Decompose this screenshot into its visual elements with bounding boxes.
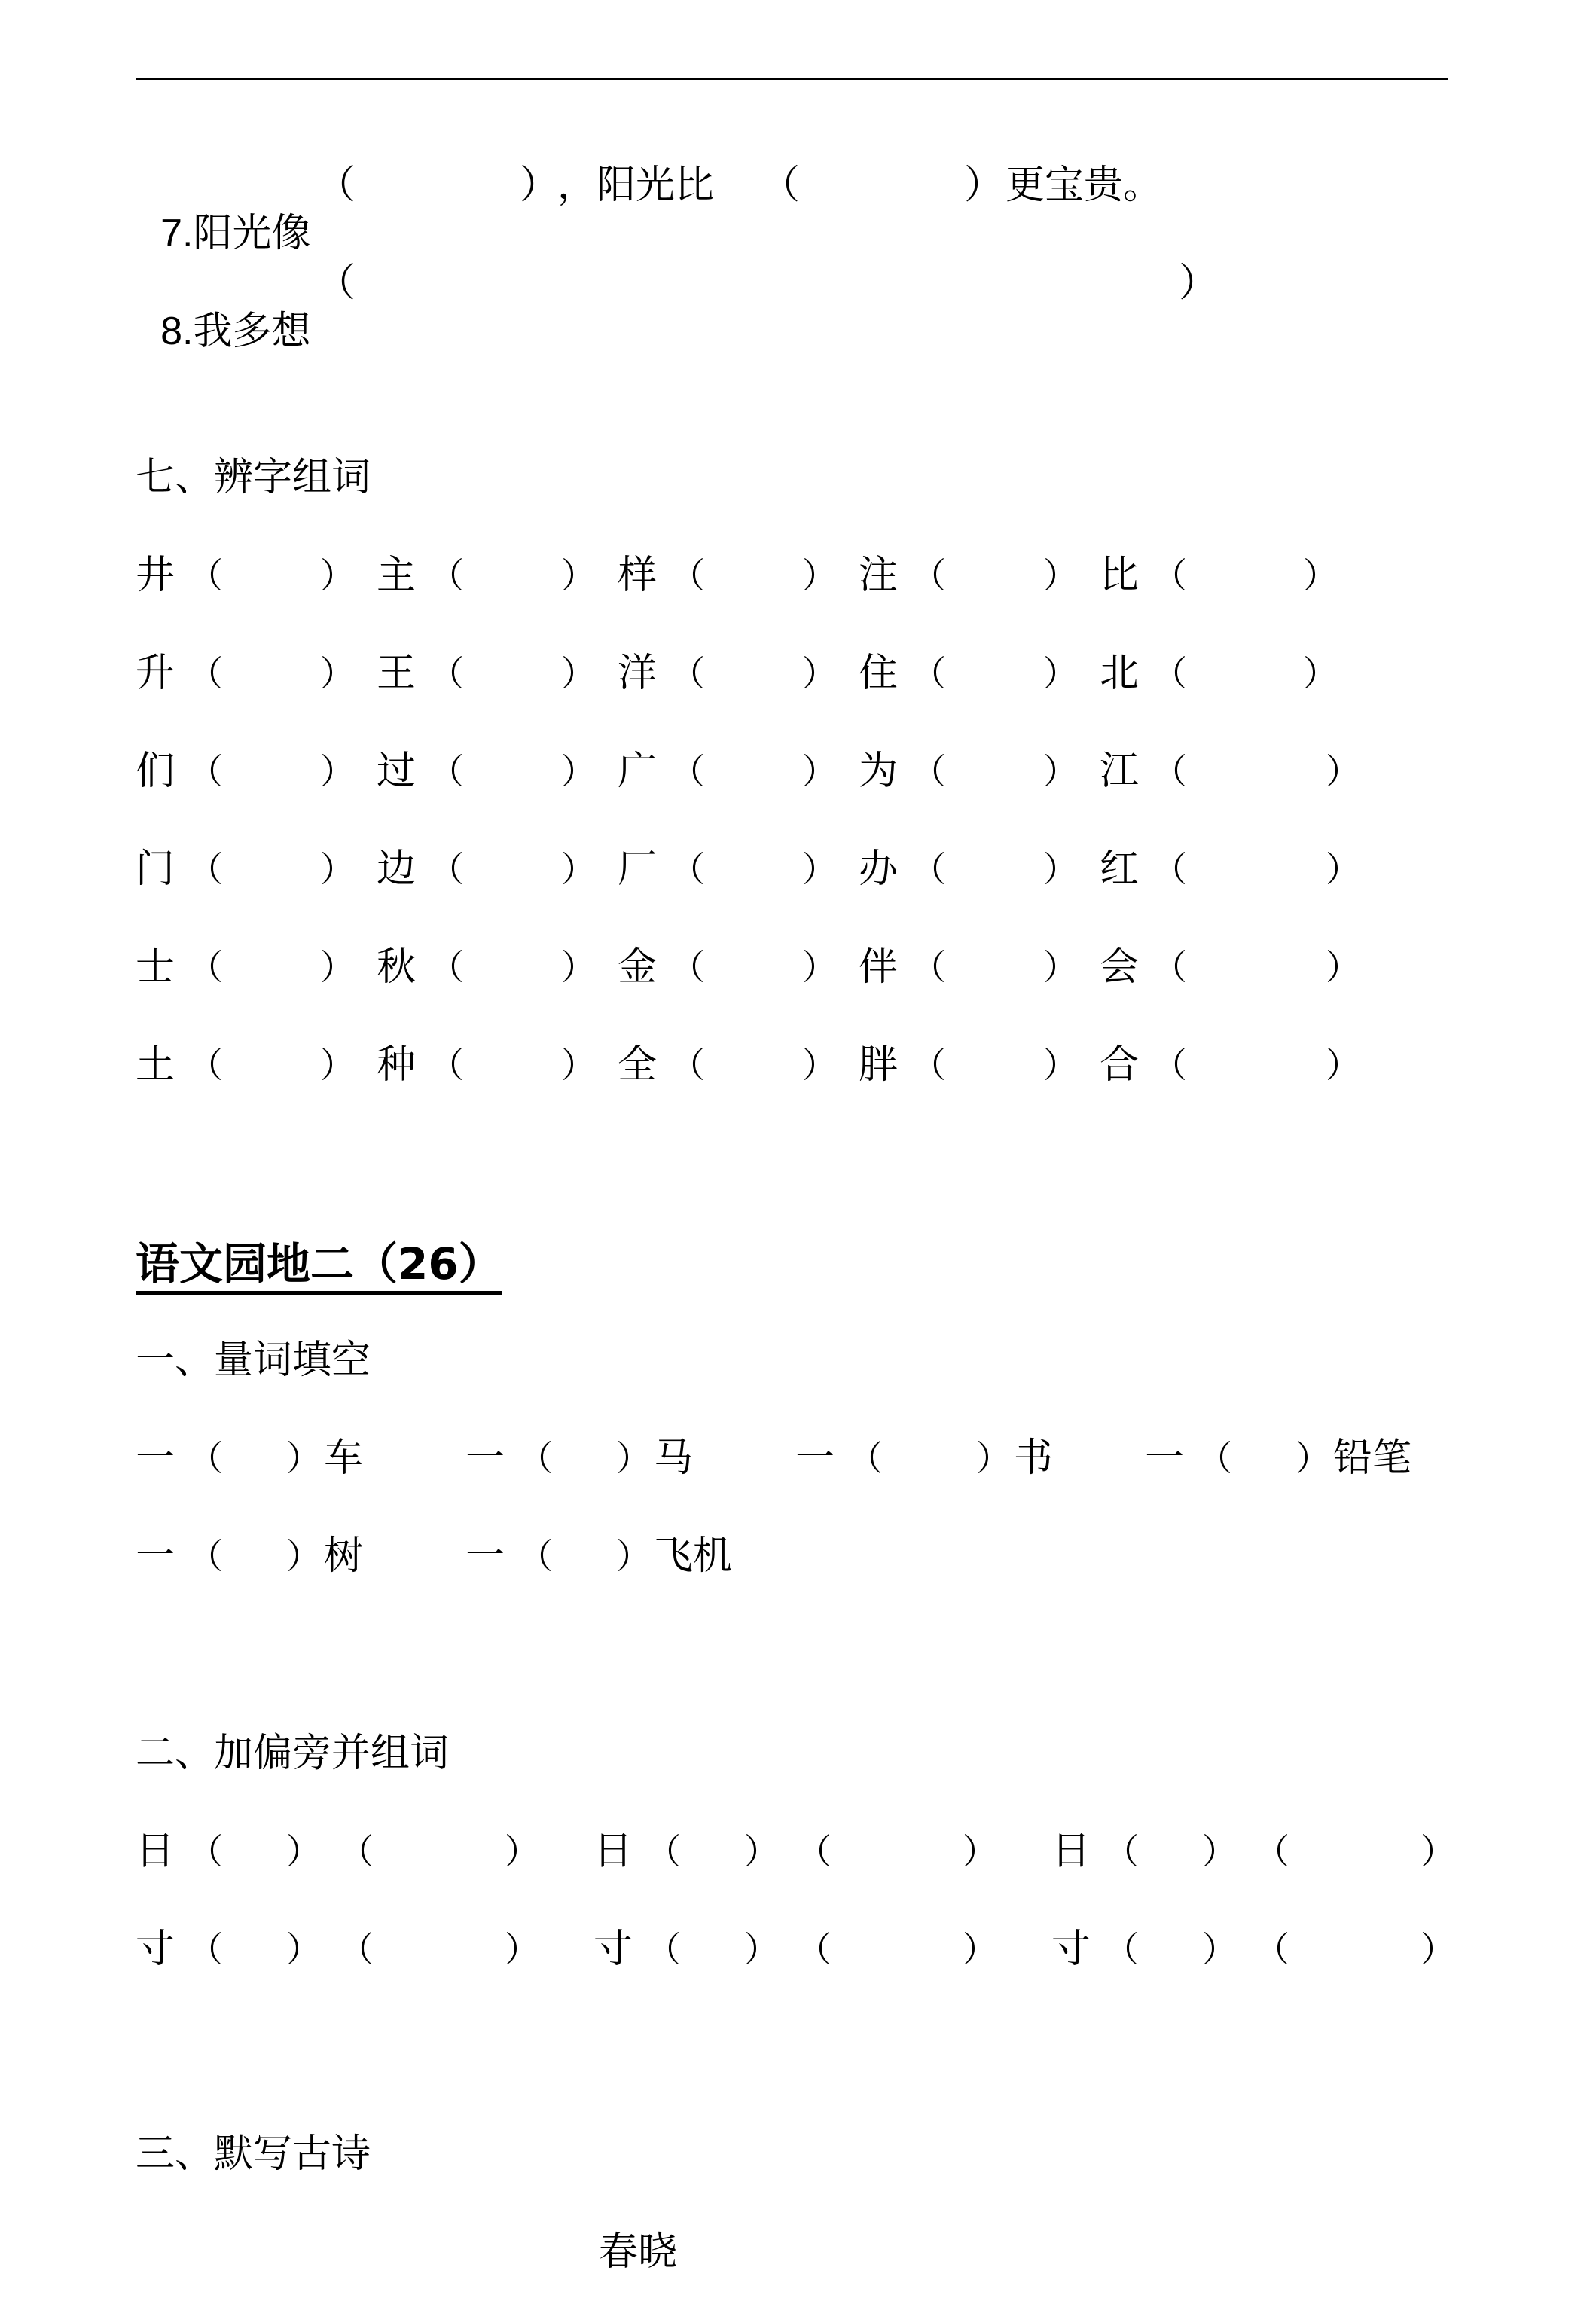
character: 门 [136, 847, 175, 892]
prefix-one: 一 [136, 1436, 175, 1481]
blank-close[interactable]: ） [1295, 1438, 1330, 1479]
radical-row [136, 1827, 1461, 1875]
prefix-one: 一 [465, 1533, 505, 1579]
character: 办 [859, 847, 899, 892]
blank-close[interactable]: ） [561, 555, 596, 596]
sentence-8: 8.我多想 [160, 309, 311, 354]
noun: 飞机 [654, 1533, 733, 1579]
blank-open: （ [188, 653, 223, 694]
section-title: 三、默写古诗 [136, 2132, 371, 2177]
blank-close[interactable]: ） [320, 653, 355, 694]
sentence-number: 8. [160, 310, 194, 353]
word-close[interactable]: ） [963, 1929, 997, 1970]
blank-close[interactable]: ） [802, 849, 837, 890]
word-close[interactable]: ） [505, 1831, 539, 1872]
blank-open: （ [911, 849, 946, 890]
word-row [136, 943, 1461, 991]
new-char-open: （ [1104, 1929, 1139, 1970]
sentence-7: 7.阳光像 [160, 211, 311, 256]
blank-close[interactable]: ） [1179, 261, 1219, 306]
character: 井 [136, 553, 175, 598]
blank-open: （ [1152, 555, 1187, 596]
word-close[interactable]: ） [505, 1929, 539, 1970]
blank-open: （ [1198, 1438, 1232, 1479]
blank-open: （ [1152, 751, 1187, 792]
blank-open: （ [518, 1536, 553, 1576]
blank-open: （ [670, 653, 705, 694]
blank-open: （ [670, 947, 705, 987]
blank-open: （ [316, 163, 356, 208]
blank-close[interactable]: ） [802, 653, 837, 694]
blank-open: （ [1152, 849, 1187, 890]
blank-open: （ [911, 947, 946, 987]
character: 种 [377, 1042, 417, 1088]
blank-open: （ [1152, 947, 1187, 987]
top-rule [136, 78, 1448, 80]
character: 土 [136, 1042, 175, 1088]
prefix-one: 一 [795, 1436, 835, 1481]
blank-close[interactable]: ） [802, 555, 837, 596]
poem-title: 春晓 [599, 2229, 678, 2275]
new-char-open: （ [1104, 1831, 1139, 1872]
blank-close[interactable]: ） [616, 1438, 651, 1479]
character: 红 [1100, 847, 1140, 892]
character: 洋 [618, 651, 658, 696]
blank-open: （ [670, 849, 705, 890]
character: 为 [859, 749, 899, 794]
blank-close[interactable]: ） [320, 1045, 355, 1085]
blank-close[interactable]: ） [320, 751, 355, 792]
word-open: （ [339, 1929, 374, 1970]
blank-close[interactable]: ） [1043, 1045, 1078, 1085]
blank-close[interactable]: ） [802, 1045, 837, 1085]
blank-close[interactable]: ） [286, 1536, 321, 1576]
blank-close[interactable]: ） [1043, 653, 1078, 694]
blank-close[interactable]: ） [286, 1438, 321, 1479]
blank-open: （ [188, 947, 223, 987]
base-character: 寸 [594, 1927, 633, 1972]
word-open: （ [1255, 1831, 1289, 1872]
character: 广 [618, 749, 658, 794]
new-char-close[interactable]: ） [286, 1831, 321, 1872]
blank-open: （ [188, 1438, 223, 1479]
prefix-one: 一 [1145, 1436, 1185, 1481]
blank-close[interactable]: ） [976, 1438, 1011, 1479]
unit-heading: 语文园地二（26） [136, 1237, 502, 1295]
word-open: （ [339, 1831, 374, 1872]
character: 金 [618, 944, 658, 990]
measure-row [136, 1434, 1461, 1482]
radical-row [136, 1925, 1461, 1973]
blank-close[interactable]: ） [561, 653, 596, 694]
blank-close[interactable]: ） [1326, 751, 1360, 792]
blank-open: （ [188, 849, 223, 890]
character: 升 [136, 651, 175, 696]
blank-close[interactable]: ） [1326, 947, 1360, 987]
word-open: （ [797, 1831, 832, 1872]
character: 比 [1100, 553, 1140, 598]
section-title: 一、量词填空 [136, 1338, 371, 1383]
new-char-open: （ [188, 1929, 223, 1970]
blank-close[interactable]: ） [1303, 653, 1338, 694]
blank-close[interactable]: ） [1043, 555, 1078, 596]
character: 住 [859, 651, 899, 696]
blank-open: （ [848, 1438, 883, 1479]
word-row [136, 845, 1461, 893]
character: 过 [377, 749, 417, 794]
blank-open: （ [1152, 653, 1187, 694]
blank-close[interactable]: ） [1326, 849, 1360, 890]
blank-open: （ [188, 555, 223, 596]
blank-open: （ [188, 1536, 223, 1576]
character: 胖 [859, 1042, 899, 1088]
blank-open: （ [1152, 1045, 1187, 1085]
word-row [136, 747, 1461, 795]
blank-close[interactable]: ） [561, 751, 596, 792]
blank-open: （ [518, 1438, 553, 1479]
character: 伴 [859, 944, 899, 990]
character: 边 [377, 847, 417, 892]
blank-close[interactable]: ） [320, 947, 355, 987]
blank-open: （ [429, 751, 464, 792]
character: 王 [377, 651, 417, 696]
blank-open: （ [761, 163, 801, 208]
blank-open: （ [911, 1045, 946, 1085]
blank-close[interactable]: ） [561, 849, 596, 890]
blank-open: （ [911, 555, 946, 596]
base-character: 寸 [1051, 1927, 1091, 1972]
blank-open: （ [188, 1045, 223, 1085]
blank-close[interactable]: ） [1043, 751, 1078, 792]
word-close[interactable]: ） [1421, 1929, 1455, 1970]
word-row [136, 551, 1461, 600]
blank-open: （ [670, 555, 705, 596]
noun: 马 [654, 1436, 694, 1481]
character: 样 [618, 553, 658, 598]
blank-close[interactable]: ） [616, 1536, 651, 1576]
blank-close[interactable]: ） [320, 555, 355, 596]
word-open: （ [797, 1929, 832, 1970]
word-row [136, 1041, 1461, 1089]
blank-open: （ [429, 653, 464, 694]
blank-open: （ [911, 751, 946, 792]
blank-open: （ [429, 947, 464, 987]
blank-close[interactable]: ） [320, 849, 355, 890]
character: 北 [1100, 651, 1140, 696]
blank-close[interactable]: ） [964, 163, 1004, 208]
word-open: （ [1255, 1929, 1289, 1970]
base-character: 日 [136, 1829, 175, 1874]
noun: 车 [324, 1436, 364, 1481]
prefix-one: 一 [465, 1436, 505, 1481]
word-close[interactable]: ） [963, 1831, 997, 1872]
blank-open: （ [316, 261, 356, 306]
character: 主 [377, 553, 417, 598]
character: 合 [1100, 1042, 1140, 1088]
character: 注 [859, 553, 899, 598]
new-char-close[interactable]: ） [744, 1831, 779, 1872]
blank-open: （ [429, 1045, 464, 1085]
blank-open: （ [188, 751, 223, 792]
sentence-number: 7. [160, 212, 194, 255]
blank-close[interactable]: ） [1303, 555, 1338, 596]
character: 秋 [377, 944, 417, 990]
blank-close[interactable]: ） [802, 947, 837, 987]
character: 士 [136, 944, 175, 990]
blank-close[interactable]: ） [520, 163, 560, 208]
new-char-close[interactable]: ） [744, 1929, 779, 1970]
character: 厂 [618, 847, 658, 892]
section-title: 二、加偏旁并组词 [136, 1731, 450, 1776]
blank-open: （ [429, 555, 464, 596]
word-close[interactable]: ） [1421, 1831, 1455, 1872]
new-char-close[interactable]: ） [286, 1929, 321, 1970]
new-char-open: （ [646, 1929, 681, 1970]
noun: 树 [324, 1533, 364, 1579]
section-title: 七、辨字组词 [136, 455, 371, 500]
blank-close[interactable]: ） [561, 947, 596, 987]
blank-open: （ [911, 653, 946, 694]
blank-close[interactable]: ） [802, 751, 837, 792]
measure-row [136, 1532, 1461, 1580]
base-character: 日 [594, 1829, 633, 1874]
character: 全 [618, 1042, 658, 1088]
blank-open: （ [429, 849, 464, 890]
character: 江 [1100, 749, 1140, 794]
new-char-open: （ [646, 1831, 681, 1872]
noun: 铅笔 [1333, 1436, 1412, 1481]
blank-close[interactable]: ） [1043, 849, 1078, 890]
blank-close[interactable]: ） [1043, 947, 1078, 987]
noun: 书 [1014, 1436, 1054, 1481]
blank-close[interactable]: ） [1326, 1045, 1360, 1085]
new-char-close[interactable]: ） [1202, 1831, 1237, 1872]
blank-open: （ [670, 751, 705, 792]
character: 会 [1100, 944, 1140, 990]
character: 们 [136, 749, 175, 794]
new-char-open: （ [188, 1831, 223, 1872]
base-character: 日 [1051, 1829, 1091, 1874]
word-row [136, 649, 1461, 697]
new-char-close[interactable]: ） [1202, 1929, 1237, 1970]
blank-close[interactable]: ） [561, 1045, 596, 1085]
base-character: 寸 [136, 1927, 175, 1972]
prefix-one: 一 [136, 1533, 175, 1579]
blank-open: （ [670, 1045, 705, 1085]
